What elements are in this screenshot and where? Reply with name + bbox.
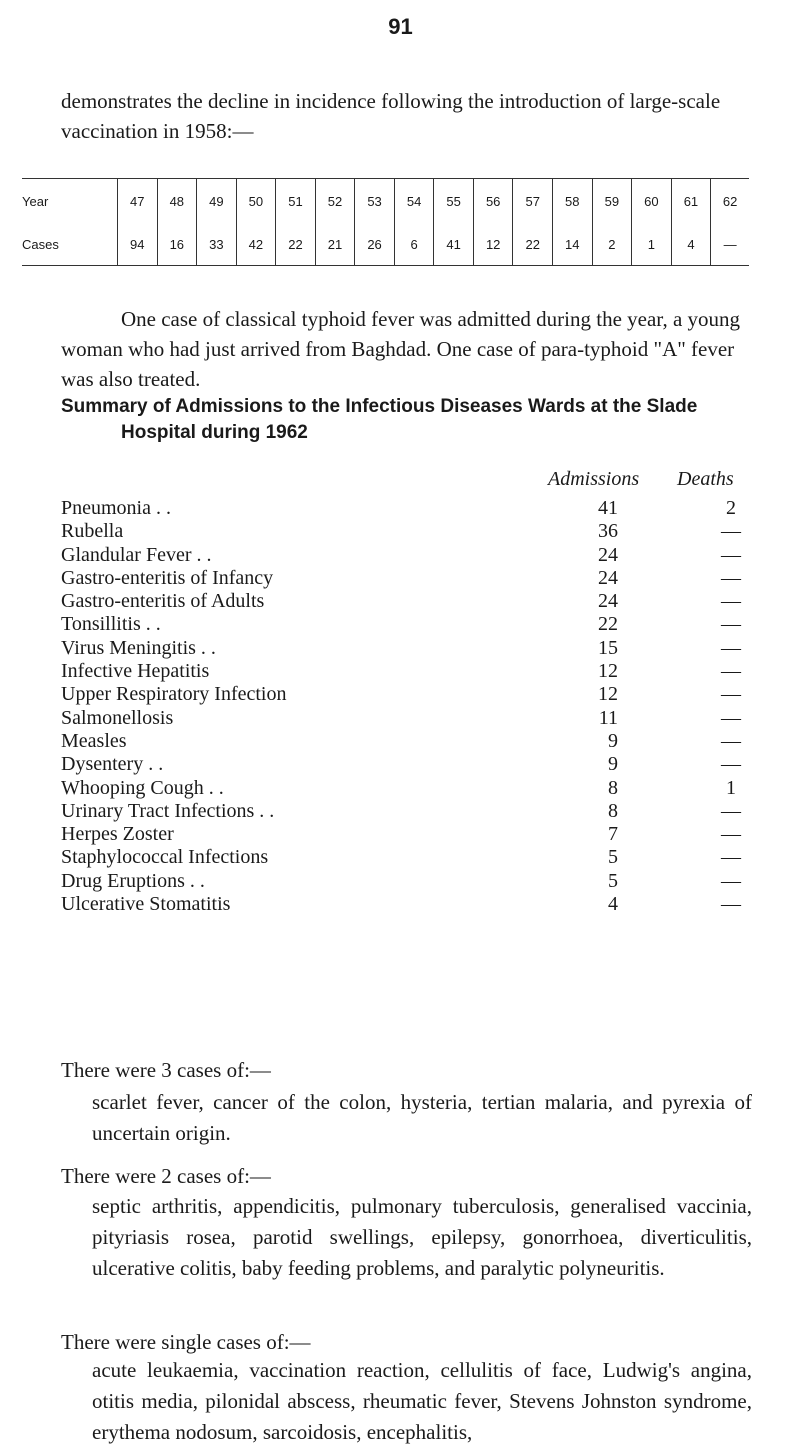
cases-cell: 41 bbox=[434, 223, 474, 266]
deaths-value: — bbox=[721, 590, 741, 613]
disease-name: Urinary Tract Infections . . bbox=[61, 799, 275, 822]
admissions-value: 5 bbox=[608, 869, 618, 892]
year-cell: 53 bbox=[355, 179, 395, 224]
cases-row bbox=[22, 223, 749, 266]
single-cases-lead: There were single cases of:— bbox=[61, 1330, 311, 1354]
cases-cell: 1 bbox=[632, 223, 672, 266]
year-cell: 52 bbox=[315, 179, 355, 224]
year-cell: 49 bbox=[197, 179, 237, 224]
two-cases-text: septic arthritis, appendicitis, pulmonary tuberculosis, generalised vaccinia, pityriasis rosea, parotid swellings, epilepsy, gonorrhoea, diverticulitis, ulcerative colitis, baby feeding problems, and paralytic polyneuritis. bbox=[92, 1194, 752, 1280]
disease-row bbox=[61, 730, 761, 753]
disease-row bbox=[61, 660, 761, 683]
deaths-value: — bbox=[721, 613, 741, 636]
deaths-value: — bbox=[721, 566, 741, 589]
year-cell: 47 bbox=[118, 179, 158, 224]
admissions-value: 24 bbox=[598, 566, 618, 589]
admissions-value: 7 bbox=[608, 823, 618, 846]
deaths-value: — bbox=[721, 683, 741, 706]
disease-row bbox=[61, 823, 761, 846]
disease-name: Gastro-enteritis of Adults bbox=[61, 590, 265, 613]
admissions-value: 4 bbox=[608, 893, 618, 916]
deaths-column-header: Deaths bbox=[677, 468, 734, 490]
year-cell: 56 bbox=[473, 179, 513, 224]
disease-row bbox=[61, 590, 761, 613]
year-cell: 58 bbox=[553, 179, 593, 224]
disease-row bbox=[61, 637, 761, 660]
admissions-value: 8 bbox=[608, 776, 618, 799]
cases-cell: 22 bbox=[276, 223, 316, 266]
disease-list bbox=[61, 497, 761, 916]
deaths-value: — bbox=[721, 543, 741, 566]
disease-row bbox=[61, 613, 761, 636]
year-cell: 51 bbox=[276, 179, 316, 224]
cases-cell: 4 bbox=[671, 223, 711, 266]
cases-cell: 94 bbox=[118, 223, 158, 266]
summary-title-line1: Summary of Admissions to the Infectious Diseases Wards at the Slade bbox=[61, 396, 698, 417]
deaths-value: 1 bbox=[726, 776, 736, 799]
deaths-value: — bbox=[721, 846, 741, 869]
year-cell: 55 bbox=[434, 179, 474, 224]
deaths-value: — bbox=[721, 729, 741, 752]
cases-cell: 2 bbox=[592, 223, 632, 266]
disease-name: Gastro-enteritis of Infancy bbox=[61, 566, 274, 589]
cases-cell: 14 bbox=[553, 223, 593, 266]
summary-title bbox=[61, 394, 761, 446]
admissions-value: 24 bbox=[598, 543, 618, 566]
admissions-value: 12 bbox=[598, 683, 618, 706]
year-row bbox=[22, 179, 749, 224]
cases-cell: 21 bbox=[315, 223, 355, 266]
page-number: 91 bbox=[388, 14, 413, 39]
deaths-value: — bbox=[721, 706, 741, 729]
disease-name: Whooping Cough . . bbox=[61, 776, 224, 799]
deaths-value: — bbox=[721, 753, 741, 776]
disease-row bbox=[61, 870, 761, 893]
disease-name: Drug Eruptions . . bbox=[61, 869, 205, 892]
year-cell: 50 bbox=[236, 179, 276, 224]
year-cell: 59 bbox=[592, 179, 632, 224]
cases-cell: 42 bbox=[236, 223, 276, 266]
admissions-value: 12 bbox=[598, 660, 618, 683]
disease-row bbox=[61, 683, 761, 706]
disease-name: Staphylococcal Infections bbox=[61, 846, 269, 869]
single-cases-text: acute leukaemia, vaccination reaction, cellulitis of face, Ludwig's angina, otitis media, pilonidal abscess, rheumatic fever, Stevens Johnston syndrome, erythema nodosum, sarcoidosis, encephalitis, bbox=[92, 1358, 752, 1444]
cases-cell: 22 bbox=[513, 223, 553, 266]
cases-cell: 33 bbox=[197, 223, 237, 266]
deaths-value: — bbox=[721, 799, 741, 822]
typhoid-paragraph: One case of classical typhoid fever was admitted during the year, a young woman who had just arrived from Baghdad. One case of para-typhoid "A" fever was also treated. bbox=[61, 307, 741, 391]
cases-cell: 12 bbox=[473, 223, 513, 266]
deaths-value: — bbox=[721, 869, 741, 892]
admissions-value: 22 bbox=[598, 613, 618, 636]
disease-name: Virus Meningitis . . bbox=[61, 636, 216, 659]
year-cell: 54 bbox=[394, 179, 434, 224]
year-cell: 62 bbox=[711, 179, 749, 224]
disease-name: Rubella bbox=[61, 520, 124, 543]
year-cell: 57 bbox=[513, 179, 553, 224]
admissions-value: 15 bbox=[598, 636, 618, 659]
admissions-value: 36 bbox=[598, 520, 618, 543]
disease-name: Ulcerative Stomatitis bbox=[61, 893, 231, 916]
cases-row-label: Cases bbox=[22, 223, 118, 266]
disease-row bbox=[61, 846, 761, 869]
year-row-label: Year bbox=[22, 179, 118, 224]
year-cell: 48 bbox=[157, 179, 197, 224]
disease-name: Measles bbox=[61, 729, 127, 752]
disease-row bbox=[61, 520, 761, 543]
admissions-value: 8 bbox=[608, 799, 618, 822]
admissions-value: 41 bbox=[598, 497, 618, 519]
year-cell: 61 bbox=[671, 179, 711, 224]
cases-cell: 26 bbox=[355, 223, 395, 266]
three-cases-text: scarlet fever, cancer of the colon, hysteria, tertian malaria, and pyrexia of uncertain origin. bbox=[92, 1090, 752, 1145]
disease-name: Dysentery . . bbox=[61, 753, 164, 776]
admissions-value: 9 bbox=[608, 753, 618, 776]
summary-title-line2: Hospital during 1962 bbox=[121, 422, 308, 443]
disease-row bbox=[61, 777, 761, 800]
disease-name: Salmonellosis bbox=[61, 706, 174, 729]
disease-name: Upper Respiratory Infection bbox=[61, 683, 287, 706]
disease-name: Tonsillitis . . bbox=[61, 613, 161, 636]
intro-paragraph: demonstrates the decline in incidence following the introduction of large-scale vaccination in 1958:— bbox=[61, 89, 721, 143]
three-cases-lead: There were 3 cases of:— bbox=[61, 1058, 271, 1082]
cases-cell: 16 bbox=[157, 223, 197, 266]
two-cases-lead: There were 2 cases of:— bbox=[61, 1164, 271, 1188]
admissions-value: 24 bbox=[598, 590, 618, 613]
disease-row bbox=[61, 800, 761, 823]
disease-row bbox=[61, 753, 761, 776]
deaths-value: — bbox=[721, 636, 741, 659]
disease-name: Herpes Zoster bbox=[61, 823, 174, 846]
disease-row bbox=[61, 893, 761, 916]
deaths-value: — bbox=[721, 823, 741, 846]
disease-row bbox=[61, 707, 761, 730]
disease-row bbox=[61, 497, 761, 520]
disease-name: Pneumonia . . bbox=[61, 497, 171, 519]
disease-row bbox=[61, 544, 761, 567]
admissions-value: 9 bbox=[608, 729, 618, 752]
admissions-column-header: Admissions bbox=[548, 468, 640, 490]
cases-cell: — bbox=[711, 223, 749, 266]
deaths-value: — bbox=[721, 520, 741, 543]
year-cell: 60 bbox=[632, 179, 672, 224]
deaths-value: — bbox=[721, 893, 741, 916]
disease-name: Infective Hepatitis bbox=[61, 660, 210, 683]
incidence-table bbox=[22, 178, 749, 266]
deaths-value: 2 bbox=[726, 497, 736, 519]
disease-row bbox=[61, 567, 761, 590]
admissions-value: 11 bbox=[598, 706, 618, 729]
admissions-value: 5 bbox=[608, 846, 618, 869]
disease-name: Glandular Fever . . bbox=[61, 543, 212, 566]
cases-cell: 6 bbox=[394, 223, 434, 266]
deaths-value: — bbox=[721, 660, 741, 683]
